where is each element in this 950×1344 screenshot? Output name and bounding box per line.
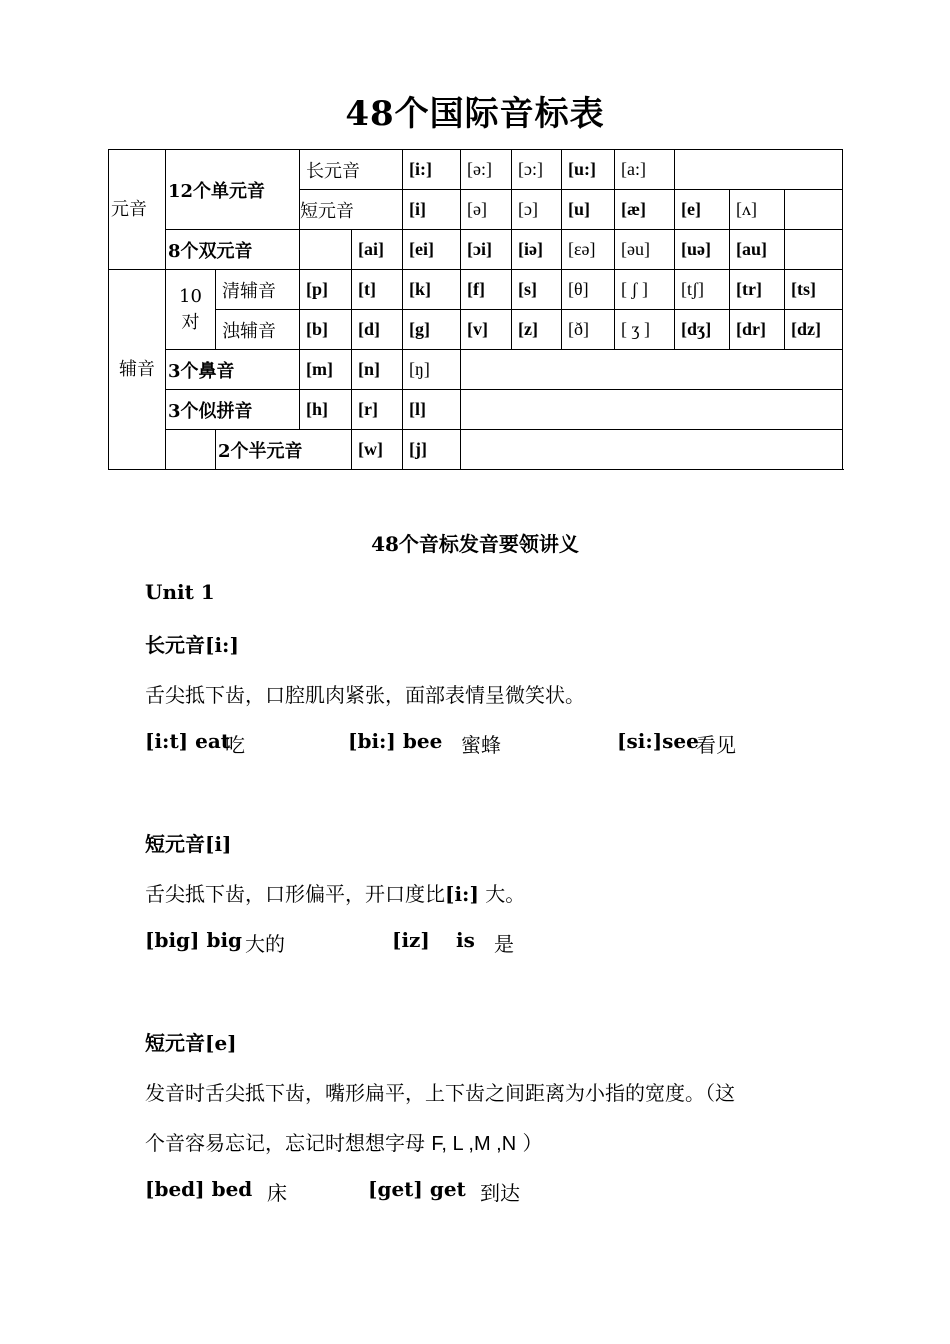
short-vowel-label: 短元音 (300, 190, 403, 230)
long-vowel-row (109, 150, 843, 190)
ipa-cell: [u] (562, 190, 615, 230)
monophthongs-label: 12个单元音 (166, 150, 300, 230)
section-description: 发音时舌尖抵下齿，嘴形扁平，上下齿之间距离为小指的宽度。（这 (145, 1081, 735, 1105)
ipa-cell: [ð] (562, 310, 615, 350)
ipa-cell: [v] (461, 310, 512, 350)
voiceless-label: 清辅音 (216, 270, 300, 310)
example-meaning: 床 (267, 1181, 287, 1205)
ipa-cell: [ə] (461, 190, 512, 230)
page-title: 48个国际音标表 (345, 94, 605, 134)
lateral-label: 3个似拼音 (166, 390, 300, 430)
example-meaning: 看见 (696, 733, 736, 757)
description-text: 个音容易忘记，忘记时想想字母 (145, 1131, 432, 1155)
phonetic-table (108, 149, 843, 470)
description-ipa: [i:] (445, 882, 479, 906)
ipa-cell: [k] (403, 270, 461, 310)
nasal-row (109, 350, 843, 390)
section-heading-long-i: 长元音[i:] (145, 633, 239, 657)
empty-cell (675, 150, 843, 190)
semivowel-row (109, 430, 843, 470)
ipa-cell: [dʒ] (675, 310, 730, 350)
ipa-cell: [ei] (403, 230, 461, 270)
example-ipa: [big] big (145, 928, 243, 952)
ipa-cell: [ai] (352, 230, 403, 270)
empty-cell (785, 230, 843, 270)
ipa-cell: [i] (403, 190, 461, 230)
ipa-cell: [h] (300, 390, 352, 430)
voiced-label: 浊辅音 (216, 310, 300, 350)
ipa-cell: [əu] (615, 230, 675, 270)
section-description: 舌尖抵下齿，口腔肌肉紧张，面部表情呈微笑状。 (145, 683, 585, 707)
example-meaning: 是 (494, 932, 514, 956)
example-ipa: [bi:] bee (348, 729, 443, 753)
ipa-cell: [ ʃ ] (615, 270, 675, 310)
empty-cell (300, 230, 352, 270)
ipa-cell: [n] (352, 350, 403, 390)
example-meaning: 大的 (245, 932, 285, 956)
ipa-cell: [f] (461, 270, 512, 310)
ipa-cell: [t] (352, 270, 403, 310)
diphthong-row (109, 230, 843, 270)
empty-cell (166, 430, 216, 470)
example-ipa: [i:t] eat (145, 729, 231, 753)
voiced-row (109, 310, 843, 350)
nasal-label: 3个鼻音 (166, 350, 300, 390)
empty-cell (461, 430, 843, 470)
section-heading-short-i: 短元音[i] (145, 832, 232, 856)
example-ipa: [si:]see (617, 729, 699, 753)
vowels-label: 元音 (109, 150, 166, 270)
example-meaning: 到达 (480, 1181, 520, 1205)
ipa-cell: [z] (512, 310, 562, 350)
ipa-cell: [g] (403, 310, 461, 350)
ipa-cell: [b] (300, 310, 352, 350)
empty-cell (461, 350, 843, 390)
voiceless-row (109, 270, 843, 310)
example-meaning: 吃 (225, 733, 245, 757)
empty-cell (785, 190, 843, 230)
ipa-cell: [tʃ] (675, 270, 730, 310)
ipa-cell: [θ] (562, 270, 615, 310)
ipa-cell: [a:] (615, 150, 675, 190)
ipa-cell: [d] (352, 310, 403, 350)
ipa-cell: [s] (512, 270, 562, 310)
example-ipa: [get] get (368, 1177, 466, 1201)
ipa-cell: [r] (352, 390, 403, 430)
ipa-cell: [au] (730, 230, 785, 270)
ipa-cell: [w] (352, 430, 403, 470)
ipa-cell: [ə:] (461, 150, 512, 190)
ipa-cell: [m] (300, 350, 352, 390)
section-description (145, 878, 525, 907)
long-vowel-label: 长元音 (300, 150, 403, 190)
example-word: is (456, 928, 475, 952)
diphthongs-label: 8个双元音 (166, 230, 300, 270)
pairs-label: 10对 (166, 270, 216, 350)
section-heading-short-e: 短元音[e] (145, 1031, 237, 1055)
ipa-cell: [dr] (730, 310, 785, 350)
description-text: ） (516, 1131, 543, 1155)
ipa-cell: [i:] (403, 150, 461, 190)
ipa-cell: [l] (403, 390, 461, 430)
empty-cell (461, 390, 843, 430)
consonants-label: 辅音 (109, 270, 166, 470)
ipa-cell: [tr] (730, 270, 785, 310)
description-text: 舌尖抵下齿，口形偏平，开口度比 (145, 882, 445, 906)
ipa-cell: [ɔ:] (512, 150, 562, 190)
lateral-row (109, 390, 843, 430)
unit-heading: Unit 1 (145, 580, 215, 604)
description-letters: F, L ,M ,N (431, 1133, 517, 1155)
ipa-cell: [ɔ] (512, 190, 562, 230)
ipa-cell: [æ] (615, 190, 675, 230)
ipa-cell: [j] (403, 430, 461, 470)
ipa-cell: [ʌ] (730, 190, 785, 230)
ipa-cell: [e] (675, 190, 730, 230)
ipa-cell: [u:] (562, 150, 615, 190)
example-ipa: [iz] (392, 928, 430, 952)
ipa-cell: [iə] (512, 230, 562, 270)
notes-title: 48个音标发音要领讲义 (371, 532, 579, 556)
semivowel-label: 2个半元音 (216, 430, 352, 470)
ipa-cell: [ɔi] (461, 230, 512, 270)
description-text: 大。 (478, 882, 526, 906)
ipa-cell: [ŋ] (403, 350, 461, 390)
example-ipa: [bed] bed (145, 1177, 253, 1201)
ipa-cell: [p] (300, 270, 352, 310)
ipa-cell: [uə] (675, 230, 730, 270)
ipa-cell: [ts] (785, 270, 843, 310)
ipa-cell: [ ʒ ] (615, 310, 675, 350)
section-description-continued (145, 1127, 543, 1156)
example-meaning: 蜜蜂 (461, 733, 501, 757)
ipa-cell: [dz] (785, 310, 843, 350)
ipa-cell: [εə] (562, 230, 615, 270)
